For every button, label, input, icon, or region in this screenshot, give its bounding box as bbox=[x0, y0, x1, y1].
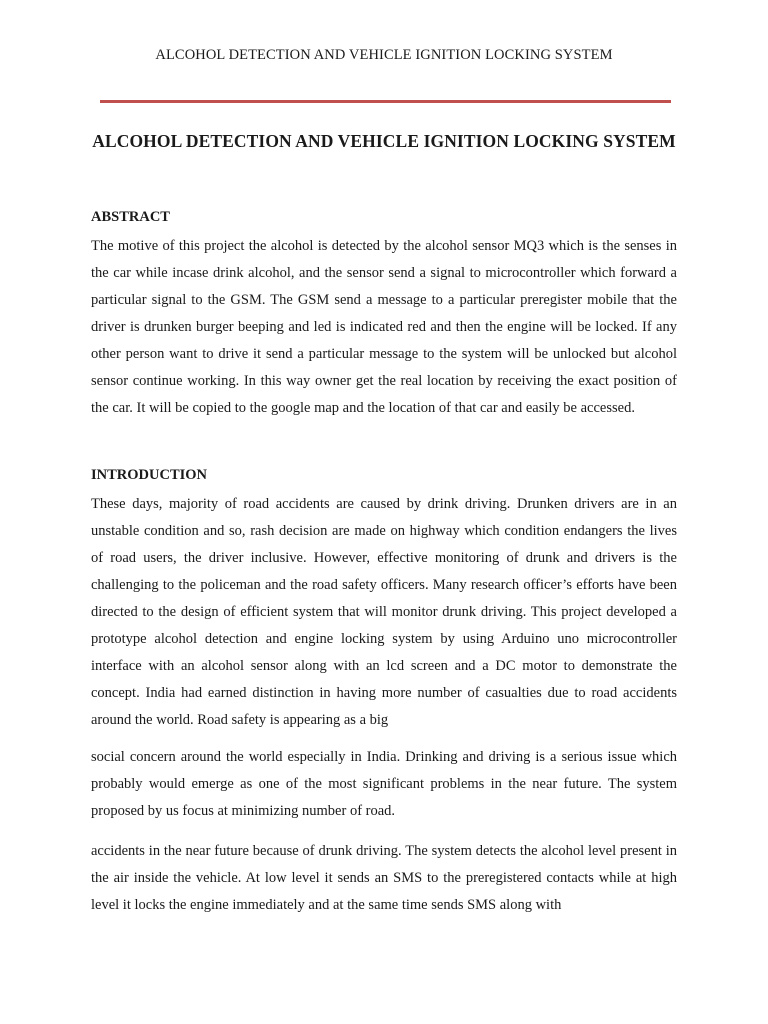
introduction-paragraph: accidents in the near future because of drunk driving. The system detects the alcohol level present in the air inside the vehicle. At low level it sends an SMS to the preregistered contacts while at high level it locks the engine immediately and at the same time sends SMS along with bbox=[91, 843, 677, 913]
abstract-section bbox=[91, 207, 677, 227]
introduction-body-2 bbox=[91, 744, 677, 825]
introduction-paragraph: These days, majority of road accidents are caused by drink driving. Drunken drivers are in an unstable condition and so, rash decision are made on highway which condition endangers the lives of road users, the driver inclusive. However, effective monitoring of drunk and drivers is the challenging to the policeman and the road safety officers. Many research officer’s efforts have been directed to the design of efficient system that will monitor drunk driving. This project developed a prototype alcohol detection and engine locking system by using Arduino uno microcontroller interface with an alcohol sensor along with an lcd screen and a DC motor to demonstrate the concept. India had earned distinction in having more number of casualties due to road accidents around the world. Road safety is appearing as a big bbox=[91, 496, 677, 728]
document-title: ALCOHOL DETECTION AND VEHICLE IGNITION LOCKING SYSTEM bbox=[92, 131, 676, 151]
header-divider bbox=[100, 100, 671, 103]
introduction-body-3 bbox=[91, 838, 677, 919]
abstract-heading: ABSTRACT bbox=[91, 209, 170, 225]
introduction-body-1 bbox=[91, 491, 677, 734]
introduction-paragraph: social concern around the world especially in India. Drinking and driving is a serious issue which probably would emerge as one of the most significant problems in the near future. The system proposed by us focus at minimizing number of road. bbox=[91, 749, 677, 819]
running-header: ALCOHOL DETECTION AND VEHICLE IGNITION LOCKING SYSTEM bbox=[155, 47, 613, 63]
introduction-section bbox=[91, 465, 677, 485]
introduction-heading: INTRODUCTION bbox=[91, 467, 208, 483]
abstract-body bbox=[91, 233, 677, 422]
abstract-paragraph: The motive of this project the alcohol is detected by the alcohol sensor MQ3 which is the senses in the car while incase drink alcohol, and the sensor send a signal to microcontroller which forward a particular signal to the GSM. The GSM send a message to a particular preregister mobile that the driver is drunken burger beeping and led is indicated red and then the engine will be locked. If any other person want to drive it send a particular message to the system will be unlocked but alcohol sensor continue working. In this way owner get the real location by receiving the exact position of the car. It will be copied to the google map and the location of that car and easily be accessed. bbox=[91, 238, 677, 416]
